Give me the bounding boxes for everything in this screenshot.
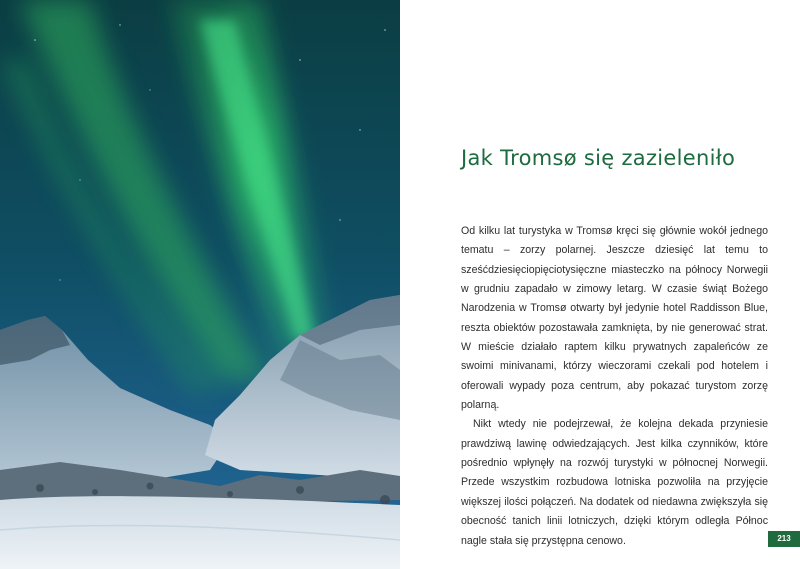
body-text	[461, 222, 768, 551]
paragraph-1: Od kilku lat turystyka w Tromsø kręci się głównie wokół jednego tematu – zorzy polarnej. Jeszcze dziesięć lat temu to sześćdziesięciopięciotysięczne miasteczko na północy Norwegii w grudniu zapadało w zimowy letarg. W czasie świąt Bożego Narodzenia w Tromsø otwarty był jedynie hotel Raddisson Blue, reszta obiektów pozostawała zamknięta, by nie generować strat. W mieście działało raptem kilku prywatnych zapaleńców ze swoimi minivanami, którzy wieczorami czekali pod hotelem i oferowali wypady poza centrum, aby pokazać turystom zorzę polarną.	[461, 225, 768, 412]
chapter-title: Jak Tromsø się zazieleniło	[461, 146, 736, 170]
paragraph-2: Nikt wtedy nie podejrzewał, że kolejna dekada przyniesie prawdziwą lawinę odwiedzających. Jest kilka czynników, które pośrednio wpłynęły na rozwój turystyki w północnej Norwegii. Przede wszystkim rozbudowa lotniska pozwoliła na przyjęcie większej ilości połączeń. Na dodatek od niedawna zwiększyła się obecność tanich linii lotniczych, dzięki którym odległa Północ nagle stała się przystępna cenowo.	[461, 418, 768, 547]
page-number: 213	[768, 531, 800, 547]
text-page	[400, 0, 800, 569]
